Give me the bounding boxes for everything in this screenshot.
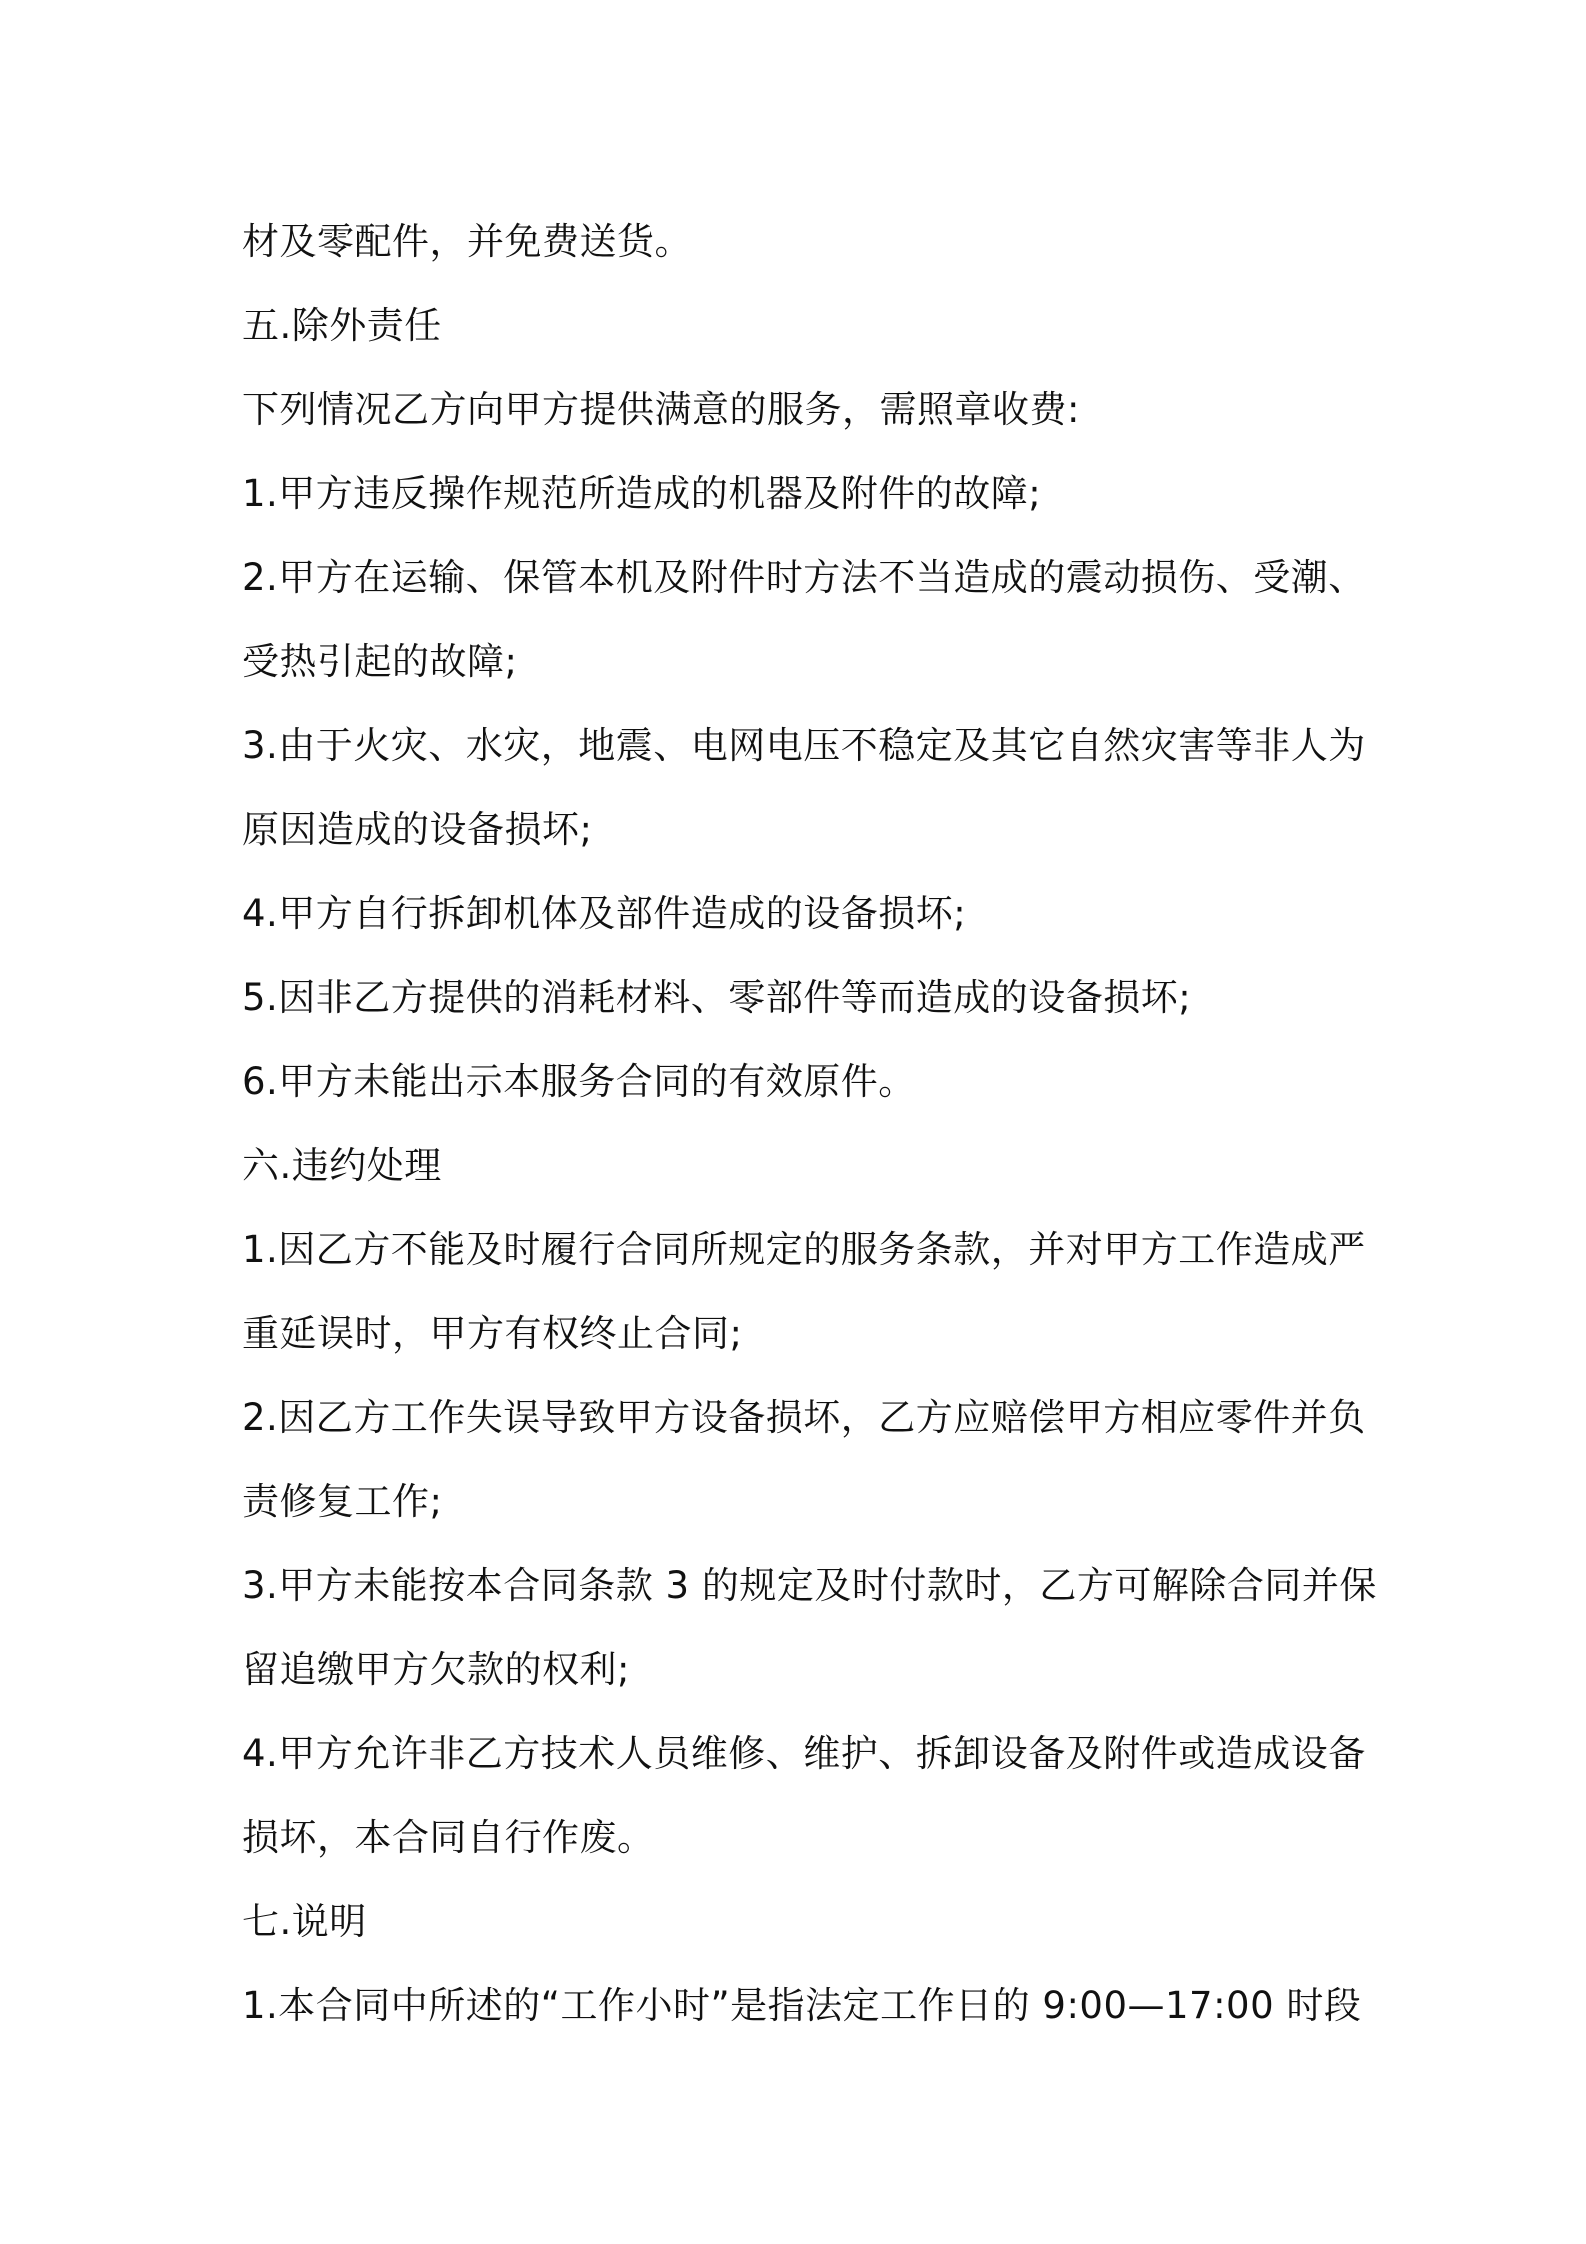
section-heading-notes: 七.说明 <box>242 1900 367 1943</box>
list-item: 2.甲方在运输、保管本机及附件时方法不当造成的震动损伤、受潮、 <box>242 556 1366 599</box>
list-item: 1.甲方违反操作规范所造成的机器及附件的故障; <box>242 472 1042 515</box>
list-item-continuation: 重延误时，甲方有权终止合同; <box>242 1312 743 1355</box>
list-item: 6.甲方未能出示本服务合同的有效原件。 <box>242 1060 916 1103</box>
list-item-continuation: 责修复工作; <box>242 1480 443 1523</box>
list-item: 1.因乙方不能及时履行合同所规定的服务条款，并对甲方工作造成严 <box>242 1228 1366 1271</box>
list-item-continuation: 受热引起的故障; <box>242 640 518 683</box>
list-item: 3.由于火灾、水灾，地震、电网电压不稳定及其它自然灾害等非人为 <box>242 724 1366 767</box>
list-item: 4.甲方自行拆卸机体及部件造成的设备损坏; <box>242 892 967 935</box>
list-item-continuation: 原因造成的设备损坏; <box>242 808 593 851</box>
document-body <box>242 200 1377 2048</box>
list-item: 3.甲方未能按本合同条款 3 的规定及时付款时，乙方可解除合同并保 <box>242 1564 1377 1607</box>
list-item: 4.甲方允许非乙方技术人员维修、维护、拆卸设备及附件或造成设备 <box>242 1732 1366 1775</box>
list-item: 2.因乙方工作失误导致甲方设备损坏，乙方应赔偿甲方相应零件并负 <box>242 1396 1366 1439</box>
list-item: 5.因非乙方提供的消耗材料、零部件等而造成的设备损坏; <box>242 976 1192 1019</box>
list-item: 1.本合同中所述的“工作小时”是指法定工作日的 9:00—17:00 时段 <box>242 1984 1362 2027</box>
section-heading-exclusions: 五.除外责任 <box>242 304 442 347</box>
section-heading-breach: 六.违约处理 <box>242 1144 442 1187</box>
list-item-continuation: 损坏，本合同自行作废。 <box>242 1816 655 1859</box>
list-item-continuation: 留追缴甲方欠款的权利; <box>242 1648 630 1691</box>
text-line: 下列情况乙方向甲方提供满意的服务，需照章收费: <box>242 388 1080 431</box>
text-line: 材及零配件，并免费送货。 <box>242 220 692 263</box>
